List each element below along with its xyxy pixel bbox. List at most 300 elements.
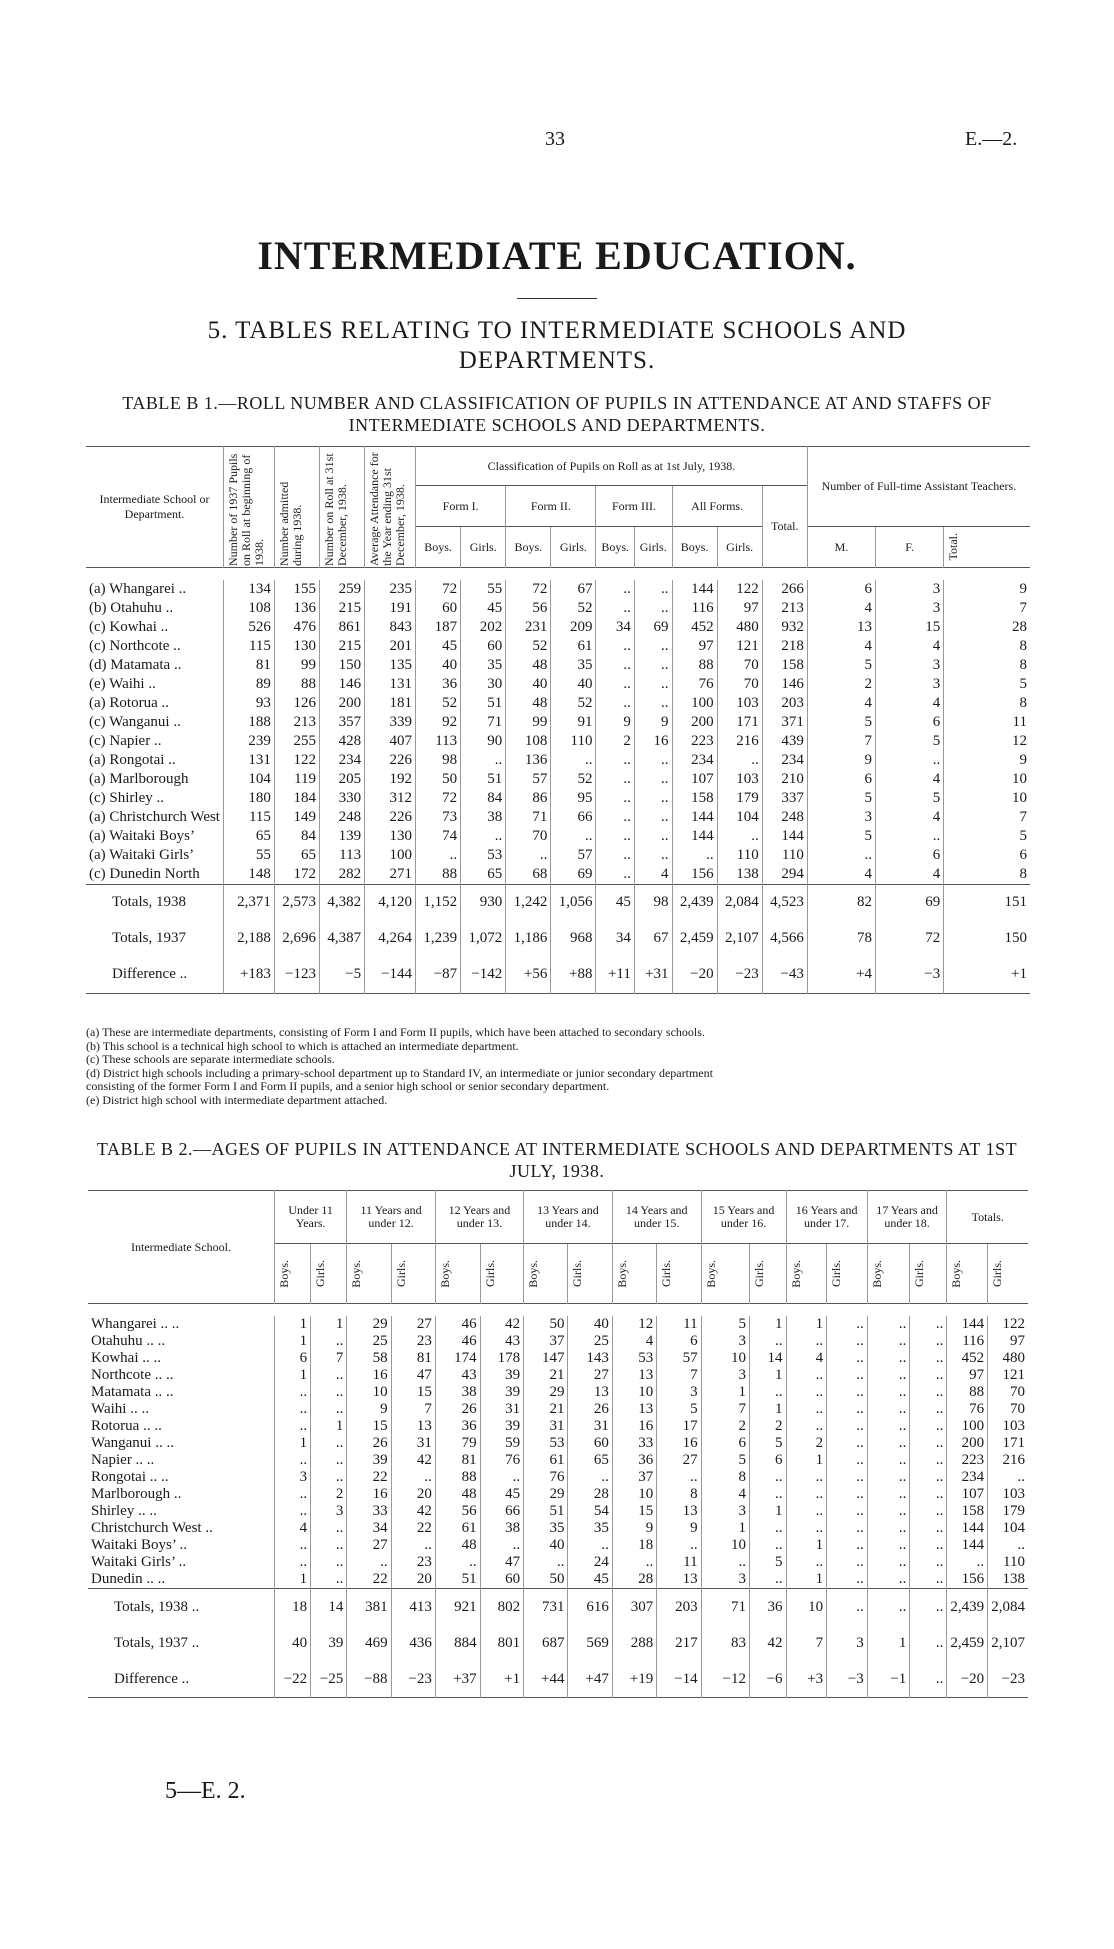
t1-value-cell: 248 <box>320 808 365 827</box>
t1-value-cell: 231 <box>506 618 551 637</box>
t1-value-cell: .. <box>634 827 672 846</box>
t1-school-cell: (a) Rongotai .. <box>89 752 176 768</box>
t2-value-cell: 9 <box>347 1401 391 1418</box>
t2-value-cell: .. <box>275 1486 311 1503</box>
t1-value-cell: .. <box>596 827 634 846</box>
t1-value-cell: .. <box>876 751 944 770</box>
t2-value-cell: 22 <box>391 1520 435 1537</box>
t2-totals-cell: +1 <box>480 1661 523 1698</box>
t2-value-cell: 59 <box>480 1435 523 1452</box>
table-row <box>88 1316 1028 1333</box>
table-row <box>86 751 1030 770</box>
t1-school-cell: (a) Waitaki Boys’ <box>89 828 195 844</box>
t1-value-cell: .. <box>596 656 634 675</box>
t2-value-cell: .. <box>311 1537 347 1554</box>
t1-value-cell: 205 <box>320 770 365 789</box>
t1-value-cell: 88 <box>274 675 319 694</box>
table-row <box>86 637 1030 656</box>
t1-value-cell: 53 <box>461 846 506 865</box>
t1-value-cell: 4 <box>807 599 875 618</box>
t2-school-cell: Marlborough .. <box>91 1486 182 1502</box>
t2-value-cell: .. <box>910 1384 947 1401</box>
t1-col-t: Total. <box>946 533 961 561</box>
t1-totals-cell: +11 <box>596 957 634 994</box>
t2-totals-label: Difference .. <box>114 1670 190 1687</box>
t1-value-cell: 371 <box>762 713 807 732</box>
t2-value-cell: .. <box>311 1367 347 1384</box>
t1-totals-cell: −3 <box>876 957 944 994</box>
t2-value-cell: 13 <box>657 1503 701 1520</box>
t2-subheader <box>275 1244 311 1304</box>
t2-value-cell: 1 <box>311 1316 347 1333</box>
t1-value-cell: 407 <box>365 732 416 751</box>
t2-value-cell: .. <box>827 1418 868 1435</box>
t1-value-cell: 155 <box>274 580 319 599</box>
t2-value-cell: 121 <box>988 1367 1028 1384</box>
t1-value-cell: 93 <box>223 694 274 713</box>
t1-value-cell: .. <box>596 846 634 865</box>
t1-value-cell: 28 <box>944 618 1030 637</box>
t2-value-cell: .. <box>867 1452 910 1469</box>
t1-value-cell: 4 <box>876 694 944 713</box>
t2-school-cell: Shirley .. .. <box>91 1503 157 1519</box>
t2-value-cell: 43 <box>480 1333 523 1350</box>
table-row <box>88 1520 1028 1537</box>
t2-school-cell: Whangarei .. .. <box>91 1316 180 1332</box>
t1-body <box>86 568 1030 994</box>
t2-value-cell: 5 <box>657 1401 701 1418</box>
t2-value-cell: 8 <box>701 1469 749 1486</box>
t2-totals-cell: −6 <box>750 1661 787 1698</box>
table2-caption: TABLE B 2.—AGES OF PUPILS IN ATTENDANCE AT INTERMEDIATE SCHOOLS AND DEPARTMENTS AT 1ST JULY, 1938. <box>96 1139 1018 1181</box>
t1-value-cell: 330 <box>320 789 365 808</box>
t1-value-cell: 4 <box>807 694 875 713</box>
t1-totals-cell: −5 <box>320 957 365 994</box>
t2-value-cell: .. <box>867 1571 910 1589</box>
t2-value-cell: 23 <box>391 1333 435 1350</box>
t1-value-cell: 72 <box>416 789 461 808</box>
t2-value-cell: .. <box>750 1333 787 1350</box>
t2-value-cell: 27 <box>568 1367 612 1384</box>
t2-value-cell: 1 <box>786 1537 827 1554</box>
t2-totals-cell: +19 <box>612 1661 656 1698</box>
t2-value-cell: .. <box>827 1537 868 1554</box>
t2-subheader <box>750 1244 787 1304</box>
t2-value-cell: 60 <box>480 1571 523 1589</box>
t2-value-cell: 24 <box>568 1554 612 1571</box>
t2-totals-cell: 36 <box>750 1589 787 1626</box>
t1-value-cell: .. <box>634 694 672 713</box>
t2-value-cell: 25 <box>568 1333 612 1350</box>
t2-col-age-group: 15 Years and under 16. <box>701 1191 786 1244</box>
t1-value-cell: 271 <box>365 865 416 884</box>
t1-col-form1: Form I. <box>416 486 506 527</box>
table-row <box>88 1503 1028 1520</box>
t2-totals-cell: 413 <box>391 1589 435 1626</box>
t1-value-cell: 65 <box>223 827 274 846</box>
t2-value-cell: .. <box>910 1571 947 1589</box>
t2-school-cell: Napier .. .. <box>91 1452 155 1468</box>
t2-value-cell: 39 <box>480 1418 523 1435</box>
t2-value-cell: 6 <box>750 1452 787 1469</box>
t1-value-cell: 34 <box>596 618 634 637</box>
t2-value-cell: 70 <box>988 1384 1028 1401</box>
t2-value-cell: 1 <box>275 1316 311 1333</box>
t2-value-cell: .. <box>311 1333 347 1350</box>
t2-value-cell: .. <box>275 1503 311 1520</box>
t1-value-cell: 215 <box>320 599 365 618</box>
t1-value-cell: 148 <box>223 865 274 884</box>
t2-value-cell: 26 <box>435 1401 480 1418</box>
t1-value-cell: 116 <box>672 599 717 618</box>
t1-value-cell: 146 <box>762 675 807 694</box>
t1-col-total: Total. <box>762 486 807 568</box>
t1-col-school: Intermediate School or Department. <box>99 492 210 521</box>
t2-value-cell: 35 <box>568 1520 612 1537</box>
t1-value-cell: 115 <box>223 808 274 827</box>
t1-value-cell: 45 <box>461 599 506 618</box>
t2-totals-cell: −1 <box>867 1661 910 1698</box>
t1-totals-cell: 4,120 <box>365 884 416 921</box>
t2-value-cell: .. <box>391 1537 435 1554</box>
t1-value-cell: 7 <box>807 732 875 751</box>
footer-code: 5—E. 2. <box>165 1778 246 1804</box>
t2-value-cell: 1 <box>701 1520 749 1537</box>
t2-totals-cell: 731 <box>524 1589 568 1626</box>
t1-value-cell: 202 <box>461 618 506 637</box>
t2-value-cell: 48 <box>435 1537 480 1554</box>
t2-value-cell: 66 <box>480 1503 523 1520</box>
totals-row <box>86 957 1030 994</box>
t2-value-cell: 200 <box>947 1435 988 1452</box>
t2-col-age-group: Totals. <box>947 1191 1028 1244</box>
t2-value-cell: 22 <box>347 1469 391 1486</box>
t1-value-cell: 122 <box>274 751 319 770</box>
t1-col-girls: Girls. <box>634 527 672 568</box>
t2-totals-cell: 2,107 <box>988 1625 1028 1661</box>
spacer-row <box>86 568 1030 581</box>
t1-value-cell: .. <box>634 637 672 656</box>
t2-value-cell: .. <box>612 1554 656 1571</box>
t1-totals-cell: −144 <box>365 957 416 994</box>
t2-totals-cell: 307 <box>612 1589 656 1626</box>
t2-value-cell: 60 <box>568 1435 612 1452</box>
t2-totals-cell: 83 <box>701 1625 749 1661</box>
t1-value-cell: 191 <box>365 599 416 618</box>
t1-value-cell: 6 <box>807 580 875 599</box>
t2-value-cell: 3 <box>701 1503 749 1520</box>
t1-value-cell: 9 <box>807 751 875 770</box>
t2-value-cell: 76 <box>947 1401 988 1418</box>
t2-value-cell: .. <box>867 1537 910 1554</box>
t1-totals-cell: +56 <box>506 957 551 994</box>
t1-value-cell: .. <box>596 865 634 884</box>
t2-value-cell: 1 <box>311 1418 347 1435</box>
t2-totals-cell: 381 <box>347 1589 391 1626</box>
t2-value-cell: .. <box>311 1452 347 1469</box>
t2-value-cell: 1 <box>786 1316 827 1333</box>
t1-value-cell: 3 <box>876 580 944 599</box>
t2-value-cell: 3 <box>275 1469 311 1486</box>
t1-value-cell: 7 <box>944 808 1030 827</box>
t2-value-cell: 1 <box>750 1367 787 1384</box>
t2-col-boys: Boys. <box>614 1259 629 1288</box>
table-row <box>86 827 1030 846</box>
t1-totals-cell: 4,523 <box>762 884 807 921</box>
t1-value-cell: 70 <box>717 656 762 675</box>
t1-value-cell: .. <box>596 637 634 656</box>
t1-value-cell: 209 <box>551 618 596 637</box>
t1-value-cell: 339 <box>365 713 416 732</box>
t2-value-cell: 31 <box>568 1418 612 1435</box>
t1-value-cell: 357 <box>320 713 365 732</box>
t1-value-cell: 187 <box>416 618 461 637</box>
t1-value-cell: 201 <box>365 637 416 656</box>
table-row <box>86 846 1030 865</box>
table-row <box>88 1350 1028 1367</box>
t2-value-cell: 13 <box>391 1418 435 1435</box>
t2-col-age-group: 17 Years and under 18. <box>867 1191 947 1244</box>
t1-value-cell: 179 <box>717 789 762 808</box>
t1-value-cell: .. <box>596 599 634 618</box>
t1-value-cell: 144 <box>672 580 717 599</box>
t1-school-cell: (c) Wanganui .. <box>89 714 181 730</box>
t2-totals-label: Totals, 1937 .. <box>114 1634 200 1651</box>
t1-value-cell: 172 <box>274 865 319 884</box>
table-row <box>86 808 1030 827</box>
t1-value-cell: 6 <box>944 846 1030 865</box>
t1-value-cell: 203 <box>762 694 807 713</box>
t2-value-cell: .. <box>311 1469 347 1486</box>
t2-value-cell: 37 <box>612 1469 656 1486</box>
t1-value-cell: 69 <box>551 865 596 884</box>
t1-value-cell: .. <box>634 770 672 789</box>
t2-subheader <box>524 1244 568 1304</box>
t1-value-cell: 3 <box>876 675 944 694</box>
t2-value-cell: .. <box>311 1401 347 1418</box>
t1-value-cell: 71 <box>506 808 551 827</box>
t2-value-cell: 10 <box>612 1384 656 1401</box>
t2-totals-cell: 616 <box>568 1589 612 1626</box>
t1-value-cell: 60 <box>416 599 461 618</box>
t2-value-cell: 6 <box>701 1435 749 1452</box>
t2-value-cell: 223 <box>947 1452 988 1469</box>
t2-totals-cell: 2,439 <box>947 1589 988 1626</box>
t1-col-boys: Boys. <box>506 527 551 568</box>
t1-school-cell: (b) Otahuhu .. <box>89 600 174 616</box>
table-row <box>86 713 1030 732</box>
t2-value-cell: .. <box>867 1333 910 1350</box>
t2-value-cell: 88 <box>435 1469 480 1486</box>
t2-value-cell: 36 <box>612 1452 656 1469</box>
t1-totals-cell: 78 <box>807 921 875 957</box>
t1-value-cell: 126 <box>274 694 319 713</box>
t1-school-cell: (a) Christchurch West <box>89 809 220 825</box>
table-row <box>88 1554 1028 1571</box>
t1-value-cell: 131 <box>223 751 274 770</box>
t2-value-cell: .. <box>867 1435 910 1452</box>
t2-value-cell: .. <box>786 1401 827 1418</box>
t2-col-boys: Boys. <box>949 1259 964 1288</box>
t1-value-cell: 9 <box>944 580 1030 599</box>
t2-value-cell: 29 <box>347 1316 391 1333</box>
t2-value-cell: 1 <box>750 1316 787 1333</box>
t1-value-cell: 9 <box>634 713 672 732</box>
t2-value-cell: 33 <box>347 1503 391 1520</box>
t2-totals-cell: −14 <box>657 1661 701 1698</box>
t1-col-boys: Boys. <box>416 527 461 568</box>
t1-value-cell: 6 <box>876 713 944 732</box>
t2-value-cell: 9 <box>657 1520 701 1537</box>
t1-value-cell: 60 <box>461 637 506 656</box>
t2-value-cell: .. <box>867 1316 910 1333</box>
table-row <box>86 865 1030 884</box>
table-row <box>88 1367 1028 1384</box>
t1-totals-label: Totals, 1938 <box>112 894 186 910</box>
t1-value-cell: .. <box>596 751 634 770</box>
t2-col-school: Intermediate School. <box>131 1239 231 1254</box>
t1-totals-cell: −87 <box>416 957 461 994</box>
t1-value-cell: 255 <box>274 732 319 751</box>
t2-value-cell: 76 <box>524 1469 568 1486</box>
t1-value-cell: 8 <box>944 865 1030 884</box>
t1-value-cell: 3 <box>876 656 944 675</box>
t2-value-cell: 25 <box>347 1333 391 1350</box>
t2-totals-cell: 921 <box>435 1589 480 1626</box>
t2-value-cell: 144 <box>947 1520 988 1537</box>
table-row <box>88 1435 1028 1452</box>
t1-value-cell: 294 <box>762 865 807 884</box>
t1-totals-cell: 1,056 <box>551 884 596 921</box>
t2-value-cell: .. <box>910 1350 947 1367</box>
t1-value-cell: 52 <box>506 637 551 656</box>
t1-value-cell: 210 <box>762 770 807 789</box>
t1-value-cell: 52 <box>551 770 596 789</box>
t1-value-cell: 57 <box>506 770 551 789</box>
t2-value-cell: .. <box>910 1537 947 1554</box>
t2-value-cell: 144 <box>947 1316 988 1333</box>
t1-value-cell: 428 <box>320 732 365 751</box>
title-divider <box>517 298 597 299</box>
t2-value-cell: 70 <box>988 1401 1028 1418</box>
t2-value-cell: .. <box>827 1469 868 1486</box>
t1-totals-cell: 2,188 <box>223 921 274 957</box>
section-title: 5. TABLES RELATING TO INTERMEDIATE SCHOOLS AND DEPARTMENTS. <box>207 317 907 374</box>
t2-value-cell: 50 <box>524 1316 568 1333</box>
t1-totals-cell: 930 <box>461 884 506 921</box>
t2-value-cell: 234 <box>947 1469 988 1486</box>
t1-value-cell: 138 <box>717 865 762 884</box>
t1-value-cell: .. <box>506 846 551 865</box>
t2-value-cell: 5 <box>701 1316 749 1333</box>
t2-value-cell: .. <box>480 1469 523 1486</box>
t2-value-cell: 4 <box>275 1520 311 1537</box>
t1-value-cell: 57 <box>551 846 596 865</box>
t1-totals-cell: 150 <box>944 921 1030 957</box>
t2-value-cell: .. <box>750 1520 787 1537</box>
t2-value-cell: 57 <box>657 1350 701 1367</box>
t2-value-cell: 88 <box>947 1384 988 1401</box>
t2-value-cell: 10 <box>701 1350 749 1367</box>
t2-value-cell: 6 <box>275 1350 311 1367</box>
t1-totals-cell: 4,264 <box>365 921 416 957</box>
t2-value-cell: 16 <box>347 1367 391 1384</box>
t2-value-cell: .. <box>910 1316 947 1333</box>
table-row <box>88 1486 1028 1503</box>
t2-value-cell: 45 <box>568 1571 612 1589</box>
t2-value-cell: .. <box>701 1554 749 1571</box>
t2-body <box>88 1304 1028 1698</box>
t2-value-cell: .. <box>910 1554 947 1571</box>
t2-subheader <box>480 1244 523 1304</box>
t2-col-age-group: 16 Years and under 17. <box>786 1191 867 1244</box>
t1-totals-cell: 2,696 <box>274 921 319 957</box>
t2-value-cell: 33 <box>612 1435 656 1452</box>
t1-totals-cell: 82 <box>807 884 875 921</box>
t1-value-cell: 158 <box>672 789 717 808</box>
t2-value-cell: 21 <box>524 1401 568 1418</box>
t2-totals-cell: 2,084 <box>988 1589 1028 1626</box>
t1-value-cell: 89 <box>223 675 274 694</box>
t1-value-cell: 7 <box>944 599 1030 618</box>
t2-value-cell: 122 <box>988 1316 1028 1333</box>
t1-value-cell: 248 <box>762 808 807 827</box>
t2-value-cell: .. <box>786 1469 827 1486</box>
t1-value-cell: 5 <box>944 827 1030 846</box>
t2-value-cell: .. <box>275 1384 311 1401</box>
t1-value-cell: 76 <box>672 675 717 694</box>
t1-value-cell: 156 <box>672 865 717 884</box>
t1-value-cell: .. <box>634 751 672 770</box>
t1-value-cell: 69 <box>634 618 672 637</box>
t2-totals-cell: 39 <box>311 1625 347 1661</box>
t1-value-cell: 144 <box>672 827 717 846</box>
t1-value-cell: 131 <box>365 675 416 694</box>
t2-value-cell: .. <box>910 1469 947 1486</box>
t1-school-cell: (c) Dunedin North <box>89 865 200 882</box>
t2-value-cell: 2 <box>701 1418 749 1435</box>
t1-value-cell: 4 <box>807 865 875 884</box>
t1-value-cell: 40 <box>506 675 551 694</box>
t1-value-cell: 97 <box>717 599 762 618</box>
table-row <box>88 1469 1028 1486</box>
t2-value-cell: 26 <box>347 1435 391 1452</box>
t1-value-cell: 10 <box>944 789 1030 808</box>
t1-totals-cell: −23 <box>717 957 762 994</box>
t2-school-cell: Kowhai .. .. <box>91 1350 161 1366</box>
t1-value-cell: 115 <box>223 637 274 656</box>
t1-value-cell: 130 <box>365 827 416 846</box>
t1-value-cell: 234 <box>672 751 717 770</box>
t2-value-cell: 216 <box>988 1452 1028 1469</box>
t2-value-cell: .. <box>910 1435 947 1452</box>
t1-totals-cell: 1,072 <box>461 921 506 957</box>
t2-value-cell: .. <box>910 1333 947 1350</box>
t1-totals-cell: 2,573 <box>274 884 319 921</box>
t2-value-cell: .. <box>524 1554 568 1571</box>
t1-value-cell: 52 <box>551 599 596 618</box>
t1-value-cell: 5 <box>807 656 875 675</box>
table-row <box>86 580 1030 599</box>
t1-col-teachers: Number of Full-time Assistant Teachers. <box>807 447 1030 527</box>
t2-value-cell: 6 <box>657 1333 701 1350</box>
t1-totals-cell: 1,152 <box>416 884 461 921</box>
t2-value-cell: 47 <box>480 1554 523 1571</box>
t2-col-boys: Boys. <box>869 1259 884 1288</box>
t2-totals-cell: .. <box>910 1589 947 1626</box>
t2-value-cell: 107 <box>947 1486 988 1503</box>
t2-value-cell: 45 <box>480 1486 523 1503</box>
